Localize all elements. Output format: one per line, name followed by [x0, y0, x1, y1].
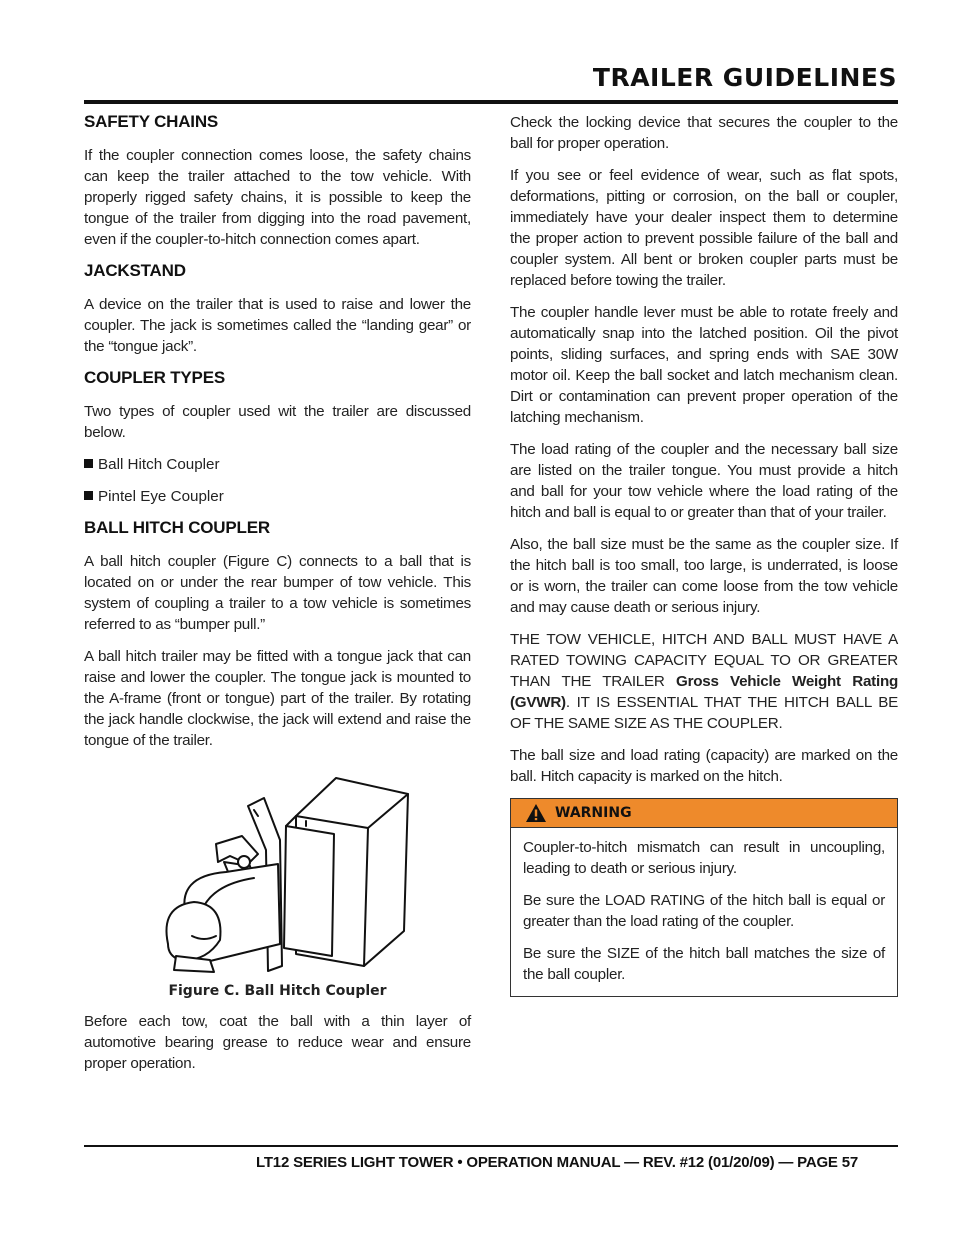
- ball-hitch-coupler-illustration: [146, 766, 416, 976]
- right-paragraph-5: Also, the ball size must be the same as the coupler size. If the hitch ball is too small, too large, is underrated, is loose or is worn, the trailer can come loose from the tow vehicle and may cause death or serious injury.: [510, 536, 898, 616]
- coupler-types-heading: COUPLER TYPES: [84, 368, 225, 387]
- coupler-types-text: Two types of coupler used wit the trailer are discussed below.: [84, 403, 471, 441]
- warning-triangle-icon: [525, 803, 547, 823]
- footer-rule: [84, 1145, 898, 1147]
- right-paragraph-3: The coupler handle lever must be able to rotate freely and automatically snap into the latched position. Oil the pivot points, sliding surfaces, and spring ends with SAE 30W motor oil. Keep the ball socket and latch mechanism clean. Dirt or contamination can prevent proper operation of the latching mechanism.: [510, 304, 898, 426]
- list-item: Pintel Eye Coupler: [84, 486, 471, 507]
- jackstand-heading: JACKSTAND: [84, 261, 186, 280]
- warning-text-3: Be sure the SIZE of the hitch ball matches the size of the ball coupler.: [523, 945, 885, 983]
- bullet-square-icon: [84, 491, 93, 500]
- warning-body: [511, 828, 897, 985]
- ball-hitch-text-2: A ball hitch trailer may be fitted with a tongue jack that can raise and lower the coupler. The tongue jack is mounted to the A-frame (front or tongue) part of the trailer. By rotating the jack handle clockwise, the jack will extend and raise the tongue of the trailer.: [84, 648, 471, 749]
- left-column: [84, 112, 471, 1085]
- right-paragraph-1: Check the locking device that secures the coupler to the ball for proper operation.: [510, 114, 898, 152]
- list-item: Ball Hitch Coupler: [84, 454, 471, 475]
- right-paragraph-7: The ball size and load rating (capacity) are marked on the ball. Hitch capacity is marked on the hitch.: [510, 747, 898, 785]
- bullet-square-icon: [84, 459, 93, 468]
- safety-chains-heading: SAFETY CHAINS: [84, 112, 219, 131]
- warning-text-1: Coupler-to-hitch mismatch can result in uncoupling, leading to death or serious injury.: [523, 839, 885, 877]
- ball-hitch-heading: BALL HITCH COUPLER: [84, 518, 270, 537]
- warning-text-2: Be sure the LOAD RATING of the hitch ball is equal or greater than the load rating of the coupler.: [523, 892, 885, 930]
- right-paragraph-2: If you see or feel evidence of wear, such as flat spots, deformations, pitting or corrosion, on the ball or coupler, immediately have your dealer inspect them to determine the proper action to prevent possible failure of the ball and coupler system. All bent or broken coupler parts must be replaced before towing the trailer.: [510, 167, 898, 289]
- page-footer: LT12 SERIES LIGHT TOWER • OPERATION MANUAL — REV. #12 (01/20/09) — PAGE 57: [256, 1154, 858, 1171]
- right-column: [510, 112, 898, 997]
- safety-chains-text: If the coupler connection comes loose, the safety chains can keep the trailer attached to the tow vehicle. With properly rigged safety chains, it is possible to keep the tongue of the trailer from digging into the road pavement, even if the coupler-to-hitch connection comes apart.: [84, 147, 471, 248]
- page-title: TRAILER GUIDELINES: [592, 63, 897, 92]
- warning-header: [511, 799, 897, 828]
- right-paragraph-4: The load rating of the coupler and the necessary ball size are listed on the trailer tongue. You must provide a hitch and ball for your tow vehicle where the load rating of the hitch and ball is equal to or greater than that of your trailer.: [510, 441, 898, 521]
- warning-label: WARNING: [555, 805, 632, 821]
- before-tow-text: Before each tow, coat the ball with a thin layer of automotive bearing grease to reduce wear and ensure proper operation.: [84, 1013, 471, 1072]
- jackstand-text: A device on the trailer that is used to raise and lower the coupler. The jack is sometimes called the “landing gear” or the “tongue jack”.: [84, 296, 471, 355]
- ball-hitch-text-1: A ball hitch coupler (Figure C) connects to a ball that is located on or under the rear bumper of tow vehicle. This system of coupling a trailer to a tow vehicle is sometimes referred to as “bumper pull.”: [84, 553, 471, 633]
- warning-box: [510, 798, 898, 997]
- right-paragraph-6: THE TOW VEHICLE, HITCH AND BALL MUST HAVE A RATED TOWING CAPACITY EQUAL TO OR GREATER THAN THE TRAILER Gross Vehicle Weight Rating (GVWR). IT IS ESSENTIAL THAT THE HITCH BALL BE OF THE SAME SIZE AS THE COUPLER.: [510, 631, 899, 732]
- header-rule: [84, 100, 898, 104]
- ball-hitch-coupler-figure: [84, 762, 471, 977]
- figure-caption: Figure C. Ball Hitch Coupler: [168, 983, 387, 999]
